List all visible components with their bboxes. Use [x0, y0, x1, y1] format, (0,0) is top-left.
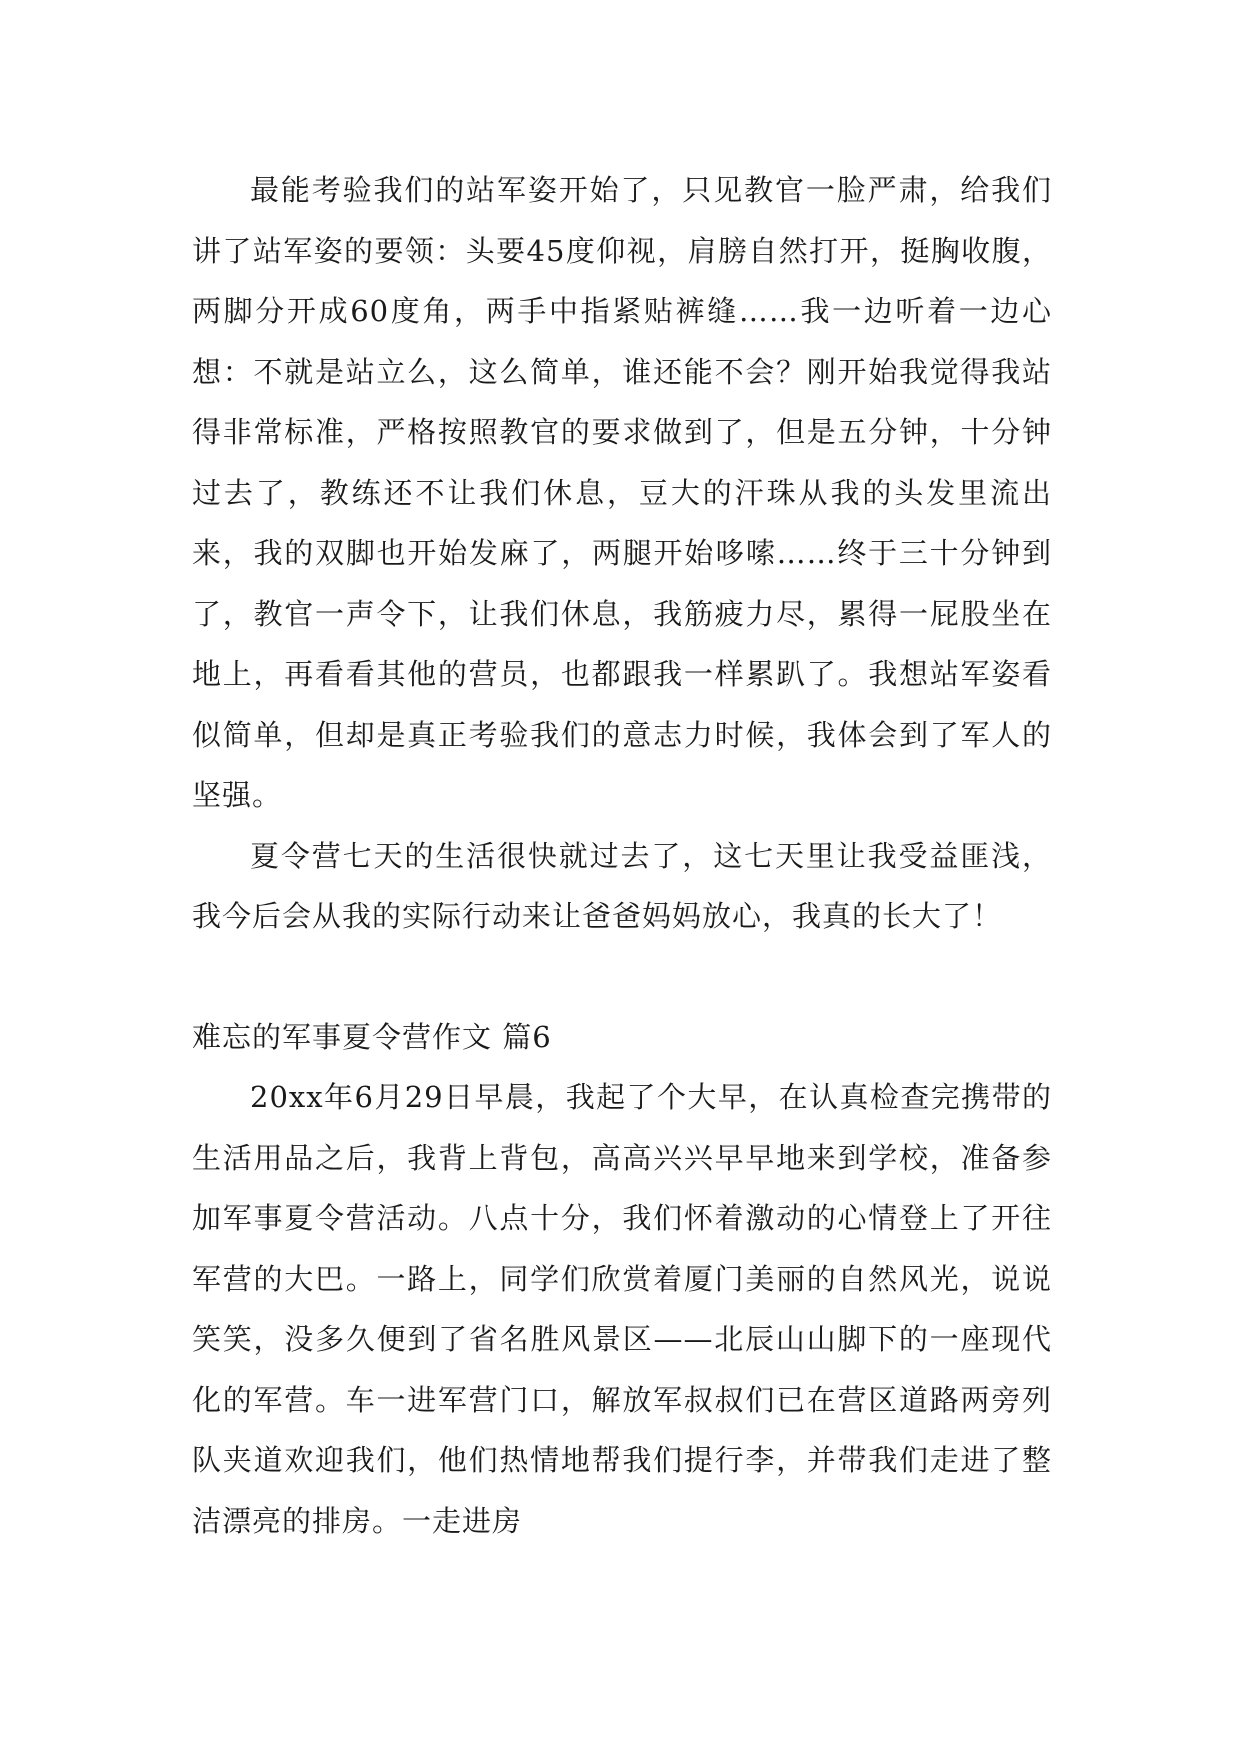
section-title: 难忘的军事夏令营作文 篇6	[192, 1019, 552, 1054]
paragraph-military-posture: 最能考验我们的站军姿开始了，只见教官一脸严肃，给我们讲了站军姿的要领：头要45度仰视，肩膀自然打开，挺胸收腹，两脚分开成60度角，两手中指紧贴裤缝……我一边听着一边心想：不就是站立么，这么简单，谁还能不会？刚开始我觉得我站得非常标准，严格按照教官的要求做到了，但是五分钟，十分钟过去了，教练还不让我们休息，豆大的汗珠从我的头发里流出来，我的双脚也开始发麻了，两腿开始哆嗦……终于三十分钟到了，教官一声令下，让我们休息，我筋疲力尽，累得一屁股坐在地上，再看看其他的营员，也都跟我一样累趴了。我想站军姿看似简单，但却是真正考验我们的意志力时候，我体会到了军人的坚强。	[192, 173, 1052, 812]
paragraph-camp-summary: 夏令营七天的生活很快就过去了，这七天里让我受益匪浅，我今后会从我的实际行动来让爸爸妈妈放心，我真的长大了！	[192, 838, 1052, 933]
document-body	[192, 160, 1052, 1551]
paragraph-section-intro: 20xx年6月29日早晨，我起了个大早，在认真检查完携带的生活用品之后，我背上背包，高高兴兴早早地来到学校，准备参加军事夏令营活动。八点十分，我们怀着激动的心情登上了开往军营的大巴。一路上，同学们欣赏着厦门美丽的自然风光，说说笑笑，没多久便到了省名胜风景区——北辰山山脚下的一座现代化的军营。车一进军营门口，解放军叔叔们已在营区道路两旁列队夹道欢迎我们，他们热情地帮我们提行李，并带我们走进了整洁漂亮的排房。一走进房	[192, 1080, 1052, 1538]
